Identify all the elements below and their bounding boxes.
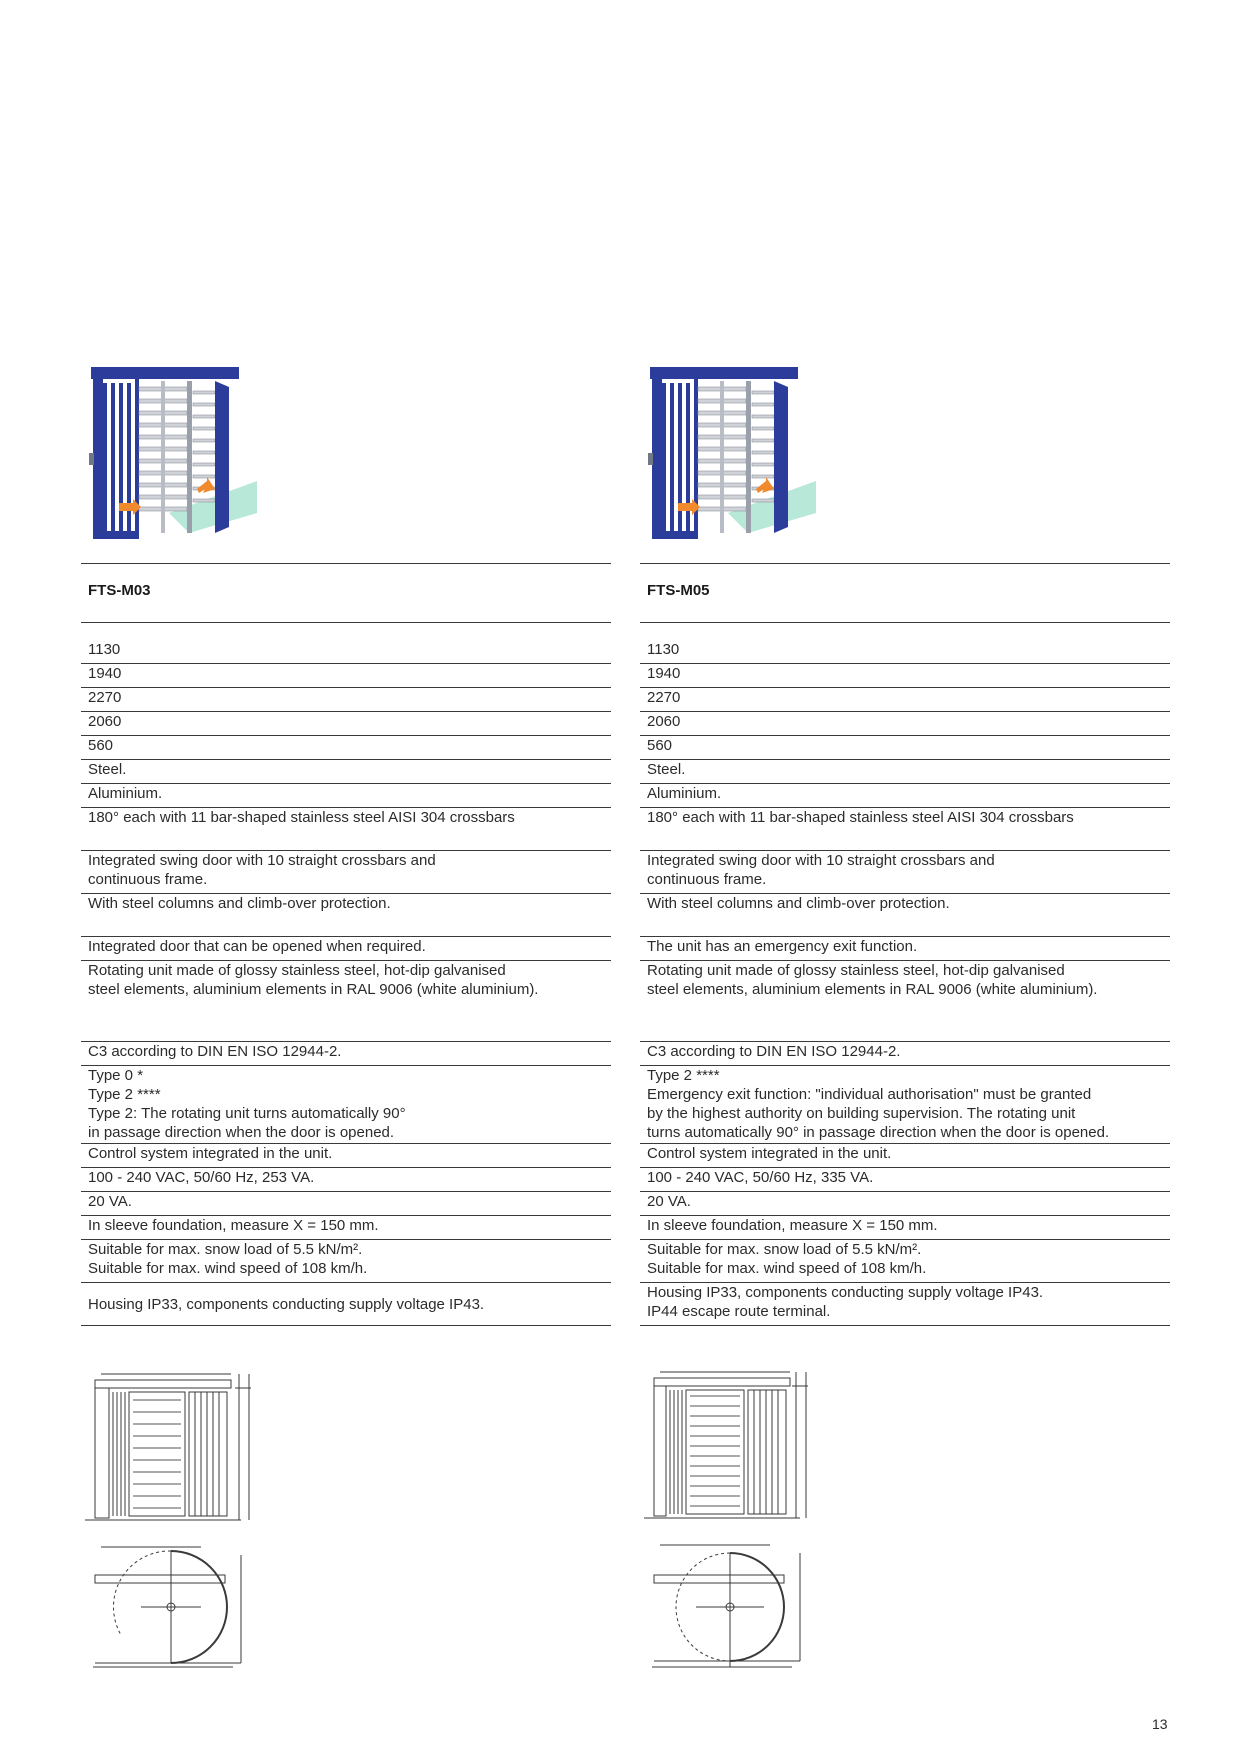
spec-row-door-function: [81, 937, 611, 961]
header-rule-top: [81, 563, 611, 564]
spec-value: Type 2 **** Emergency exit function: "individual authorisation" must be granted by the highest authority on building supervision. The rotating unit turns automatically 90° in passage direction when the door is opened.: [647, 1067, 1110, 1141]
spec-value: Rotating unit made of glossy stainless steel, hot-dip galvanised steel elements, aluminium elements in RAL 9006 (white aluminium).: [88, 962, 539, 998]
spec-value: Aluminium.: [88, 785, 163, 802]
spec-value: In sleeve foundation, measure X = 150 mm.: [647, 1217, 938, 1234]
spec-row-corrosion-class: [81, 1042, 611, 1066]
model-name: FTS-M03: [88, 582, 151, 599]
header-rule-bottom: [81, 622, 611, 623]
spec-value: The unit has an emergency exit function.: [647, 938, 918, 955]
spec-value: 20 VA.: [88, 1193, 132, 1210]
front-elevation-drawing: [81, 1370, 256, 1525]
spec-row-passage-width: [81, 736, 611, 760]
spec-row-corrosion-class: [640, 1042, 1170, 1066]
spec-row-standby-power: [640, 1192, 1170, 1216]
spec-row-foundation: [640, 1216, 1170, 1240]
spec-value: Housing IP33, components conducting supply voltage IP43. IP44 escape route terminal.: [647, 1284, 1044, 1320]
spec-row-surface: [640, 961, 1170, 1042]
spec-value: Steel.: [647, 761, 686, 778]
spec-row-power-supply: [81, 1168, 611, 1192]
spec-row-loads: [640, 1240, 1170, 1283]
spec-row-roof-material: [640, 784, 1170, 808]
spec-row-door-function: [640, 937, 1170, 961]
spec-value: Suitable for max. snow load of 5.5 kN/m². Suitable for max. wind speed of 108 km/h.: [647, 1241, 927, 1277]
spec-value: C3 according to DIN EN ISO 12944-2.: [647, 1043, 901, 1060]
spec-value: 100 - 240 VAC, 50/60 Hz, 253 VA.: [88, 1169, 315, 1186]
spec-value: 2060: [647, 713, 681, 730]
spec-value: 180° each with 11 bar-shaped stainless steel AISI 304 crossbars: [647, 809, 1074, 826]
spec-row-swing-door: [640, 851, 1170, 894]
plan-view-drawing: [640, 1535, 815, 1673]
spec-value: In sleeve foundation, measure X = 150 mm.: [88, 1217, 379, 1234]
spec-row-depth: [640, 712, 1170, 736]
spec-value: 1130: [88, 641, 121, 658]
spec-row-width: [81, 640, 611, 664]
spec-row-foundation: [81, 1216, 611, 1240]
spec-value: Steel.: [88, 761, 127, 778]
model-name: FTS-M05: [647, 582, 710, 599]
header-rule-top: [640, 563, 1170, 564]
spec-row-loads: [81, 1240, 611, 1283]
spec-value: 560: [647, 737, 673, 754]
spec-value: Rotating unit made of glossy stainless steel, hot-dip galvanised steel elements, aluminium elements in RAL 9006 (white aluminium).: [647, 962, 1098, 998]
spec-row-passage-width: [640, 736, 1170, 760]
spec-value: C3 according to DIN EN ISO 12944-2.: [88, 1043, 342, 1060]
spec-row-protection-class: [81, 1283, 611, 1326]
spec-value: Integrated swing door with 10 straight crossbars and continuous frame.: [647, 852, 995, 888]
spec-value: 1130: [647, 641, 680, 658]
spec-row-passage-height: [81, 664, 611, 688]
spec-row-standby-power: [81, 1192, 611, 1216]
turnstile-photo: [89, 363, 259, 548]
front-elevation-drawing: [640, 1370, 815, 1525]
turnstile-photo: [648, 363, 818, 548]
spec-value: 1940: [88, 665, 122, 682]
spec-value: Control system integrated in the unit.: [647, 1145, 892, 1162]
spec-row-columns: [640, 894, 1170, 937]
spec-row-crossbars: [640, 808, 1170, 851]
plan-view-drawing: [81, 1535, 256, 1673]
spec-value: Integrated door that can be opened when required.: [88, 938, 426, 955]
spec-value: 560: [88, 737, 114, 754]
spec-value: Type 0 * Type 2 **** Type 2: The rotating unit turns automatically 90° in passage direction when the door is opened.: [88, 1067, 406, 1141]
product-column-fts-m03: [81, 0, 611, 1754]
spec-value: Control system integrated in the unit.: [88, 1145, 333, 1162]
spec-row-total-height: [81, 688, 611, 712]
spec-row-depth: [81, 712, 611, 736]
spec-row-swing-door: [81, 851, 611, 894]
spec-value: Suitable for max. snow load of 5.5 kN/m². Suitable for max. wind speed of 108 km/h.: [88, 1241, 368, 1277]
spec-row-passage-height: [640, 664, 1170, 688]
spec-row-control-system: [81, 1144, 611, 1168]
spec-value: Housing IP33, components conducting supply voltage IP43.: [88, 1295, 485, 1313]
spec-row-columns: [81, 894, 611, 937]
spec-row-protection-class: [640, 1283, 1170, 1326]
spec-row-roof-material: [81, 784, 611, 808]
spec-value: Integrated swing door with 10 straight crossbars and continuous frame.: [88, 852, 436, 888]
spec-row-type: [81, 1066, 611, 1144]
spec-row-width: [640, 640, 1170, 664]
spec-value: Aluminium.: [647, 785, 722, 802]
spec-row-frame-material: [640, 760, 1170, 784]
spec-value: 2060: [88, 713, 122, 730]
spec-value: 1940: [647, 665, 681, 682]
spec-row-surface: [81, 961, 611, 1042]
spec-value: 180° each with 11 bar-shaped stainless steel AISI 304 crossbars: [88, 809, 515, 826]
spec-row-frame-material: [81, 760, 611, 784]
spec-value: 100 - 240 VAC, 50/60 Hz, 335 VA.: [647, 1169, 874, 1186]
product-column-fts-m05: [640, 0, 1170, 1754]
spec-row-total-height: [640, 688, 1170, 712]
spec-row-control-system: [640, 1144, 1170, 1168]
spec-value: 20 VA.: [647, 1193, 691, 1210]
header-rule-bottom: [640, 622, 1170, 623]
turnstile-illustration: [648, 363, 818, 548]
page-number: 13: [1152, 1716, 1168, 1732]
spec-row-crossbars: [81, 808, 611, 851]
spec-row-power-supply: [640, 1168, 1170, 1192]
spec-row-type: [640, 1066, 1170, 1144]
turnstile-illustration: [89, 363, 259, 548]
spec-value: 2270: [647, 689, 681, 706]
spec-value: With steel columns and climb-over protection.: [647, 895, 950, 912]
spec-value: With steel columns and climb-over protection.: [88, 895, 391, 912]
spec-value: 2270: [88, 689, 122, 706]
